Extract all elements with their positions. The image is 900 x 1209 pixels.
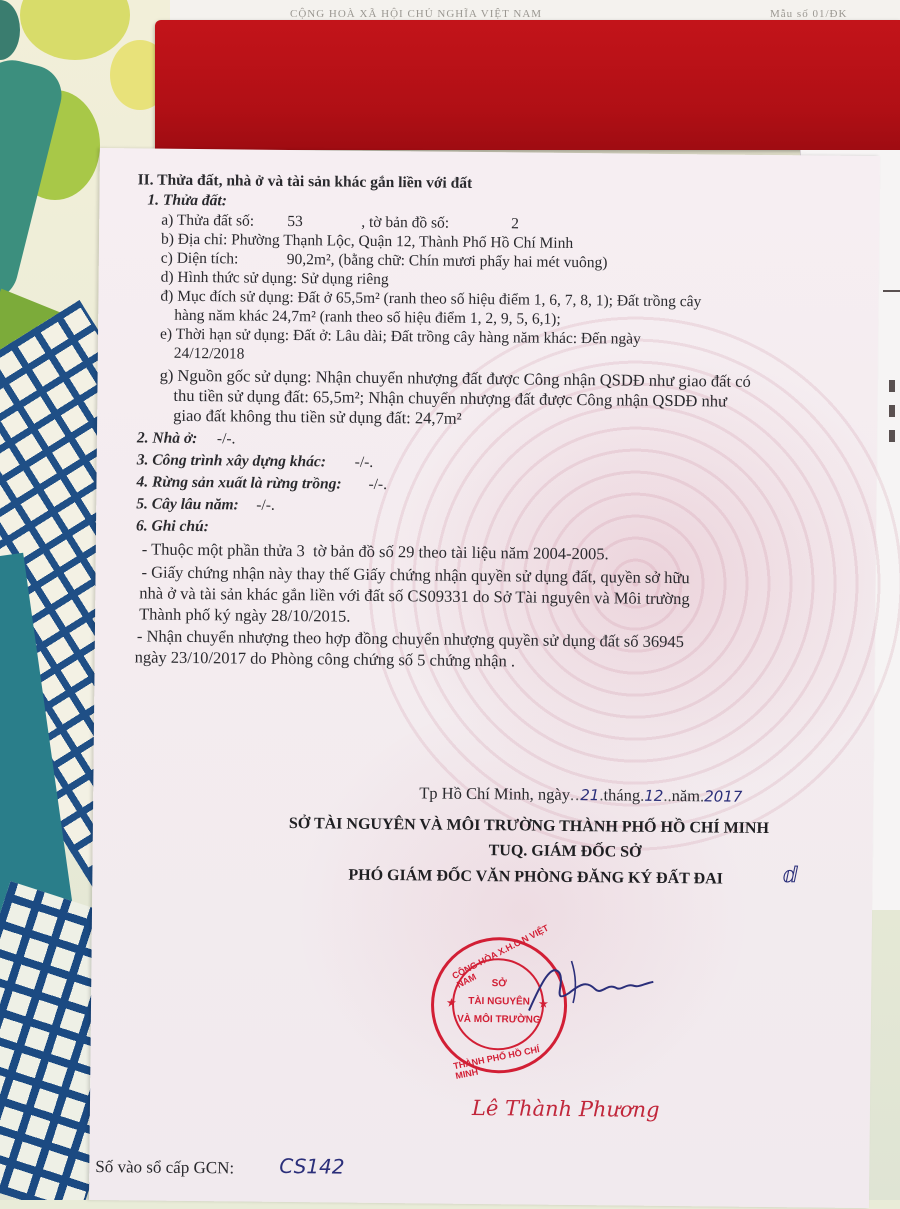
signatory-name: Lê Thành Phương — [471, 1095, 660, 1122]
note-line: - Nhận chuyển nhượng theo hợp đồng chuyển nhượng quyền sử dụng đất số 36945 — [136, 626, 684, 652]
stamp-ring-bottom-text: THÀNH PHỐ HỒ CHÍ MINH — [452, 1044, 541, 1082]
address-line: b) Địa chỉ: Phường Thạnh Lộc, Quận 12, Thành Phố Hồ Chí Minh — [160, 230, 574, 252]
issue-month-label: tháng — [603, 785, 641, 805]
other-construction-heading: 3. Công trình xây dựng khác: — [136, 451, 327, 471]
register-label: Số vào sổ cấp GCN: — [95, 1157, 235, 1178]
initial-mark: ⅆ — [782, 863, 799, 889]
red-certificate-cover — [155, 20, 900, 150]
stamp-ring-top-text: CỘNG HÒA X.H.C.N VIỆT NAM — [450, 922, 551, 990]
background-sheet-header: CỘNG HOÀ XÃ HỘI CHỦ NGHĨA VIỆT NAM — [290, 8, 543, 20]
origin-line-3: giao đất không thu tiền sử dụng đất: 24,7m² — [173, 405, 462, 428]
other-construction-value: -/-. — [354, 453, 374, 471]
house-value: -/-. — [216, 430, 236, 448]
fabric-dot — [20, 0, 130, 60]
planted-forest-value: -/-. — [368, 475, 388, 494]
perennial-value: -/-. — [256, 496, 275, 514]
stamp-center-bottom: VÀ MÔI TRƯỜNG — [457, 1013, 541, 1026]
land-plot-heading: 1. Thửa đất: — [147, 191, 228, 210]
stamp-star-icon: ★ — [537, 996, 549, 1011]
usage-purpose-line-2: hàng năm khác 24,7m² (ranh theo số hiệu điểm 1, 2, 9, 5, 6,1); — [174, 306, 561, 328]
plot-number-label: a) Thửa đất số: — [161, 211, 255, 230]
plot-number-value: 53 — [287, 212, 303, 231]
note-line: - Giấy chứng nhận này thay thế Giấy chứng nhận quyền sử dụng đất, quyền sở hữu — [141, 562, 690, 588]
issue-year-label: năm — [671, 786, 701, 806]
issue-day: 21 — [580, 786, 600, 805]
area-value: 90,2m², (bằng chữ: Chín mươi phẩy hai mét vuông) — [286, 250, 608, 272]
issuing-authority: SỞ TÀI NGUYÊN VÀ MÔI TRƯỜNG THÀNH PHỐ HỒ CHÍ MINH — [288, 815, 770, 838]
signatory-role-2: PHÓ GIÁM ĐỐC VĂN PHÒNG ĐĂNG KÝ ĐẤT ĐAI — [348, 866, 723, 888]
note-line: ngày 23/10/2017 do Phòng công chứng số 5 chứng nhận . — [134, 647, 516, 671]
perennial-heading: 5. Cây lâu năm: — [136, 495, 239, 514]
note-line: Thành phố ký ngày 28/10/2015. — [139, 604, 351, 626]
origin-line-2: thu tiền sử dụng đất: 65,5m²; Nhận chuyển nhượng đất được Công nhận QSDĐ như — [173, 385, 728, 411]
section-title: II. Thửa đất, nhà ở và tài sản khác gắn liền với đất — [137, 171, 473, 192]
background-sheet-form-code: Mẫu số 01/ĐK — [770, 8, 848, 20]
stamp-star-icon: ★ — [445, 995, 457, 1010]
issue-date-line: Tp Hồ Chí Minh, ngày..21.tháng.12..năm.2017 — [419, 783, 743, 806]
usage-term-date: 24/12/2018 — [173, 344, 245, 363]
usage-purpose-line: đ) Mục đích sử dụng: Đất ở 65,5m² (ranh theo số hiệu điểm 1, 6, 7, 8, 1); Đất trồng cây — [160, 287, 702, 311]
notes-heading: 6. Ghi chú: — [135, 517, 209, 536]
certificate-page — [89, 148, 880, 1208]
register-value: CS142 — [279, 1153, 345, 1179]
area-label: c) Diện tích: — [160, 249, 239, 268]
signatory-role-1: TUQ. GIÁM ĐỐC SỞ — [488, 842, 642, 861]
planted-forest-heading: 4. Rừng sản xuất là rừng trồng: — [136, 473, 342, 493]
usage-form-line: d) Hình thức sử dụng: Sử dụng riêng — [160, 268, 389, 289]
page-mark — [889, 430, 895, 442]
issue-month: 12 — [644, 786, 664, 805]
house-heading: 2. Nhà ở: — [136, 429, 198, 448]
note-line: - Thuộc một phần thửa 3 tờ bản đồ số 29 theo tài liệu năm 2004-2005. — [141, 539, 609, 564]
stamp-center-mid: TÀI NGUYÊN — [468, 995, 530, 1008]
stamp-center-top: SỞ — [491, 978, 507, 990]
handwritten-signature — [521, 952, 662, 1023]
map-sheet-value: 2 — [511, 215, 520, 233]
page-mark — [889, 405, 895, 417]
page-mark — [889, 380, 895, 392]
page-mark — [883, 290, 900, 292]
fabric-dot — [0, 0, 20, 60]
origin-line: g) Nguồn gốc sử dụng: Nhận chuyển nhượng đất được Công nhận QSDĐ như giao đất có — [159, 365, 751, 391]
map-sheet-label: , tờ bản đồ số: — [361, 213, 450, 232]
usage-term-line: e) Thời hạn sử dụng: Đất ở: Lâu dài; Đất trồng cây hàng năm khác: Đến ngày — [159, 325, 641, 348]
issue-date-prefix: Tp Hồ Chí Minh, ngày — [419, 783, 571, 804]
issue-year: 2017 — [704, 787, 743, 806]
note-line: nhà ở và tài sản khác gắn liền với đất số CS09331 do Sở Tài nguyên và Môi trường — [139, 583, 690, 609]
